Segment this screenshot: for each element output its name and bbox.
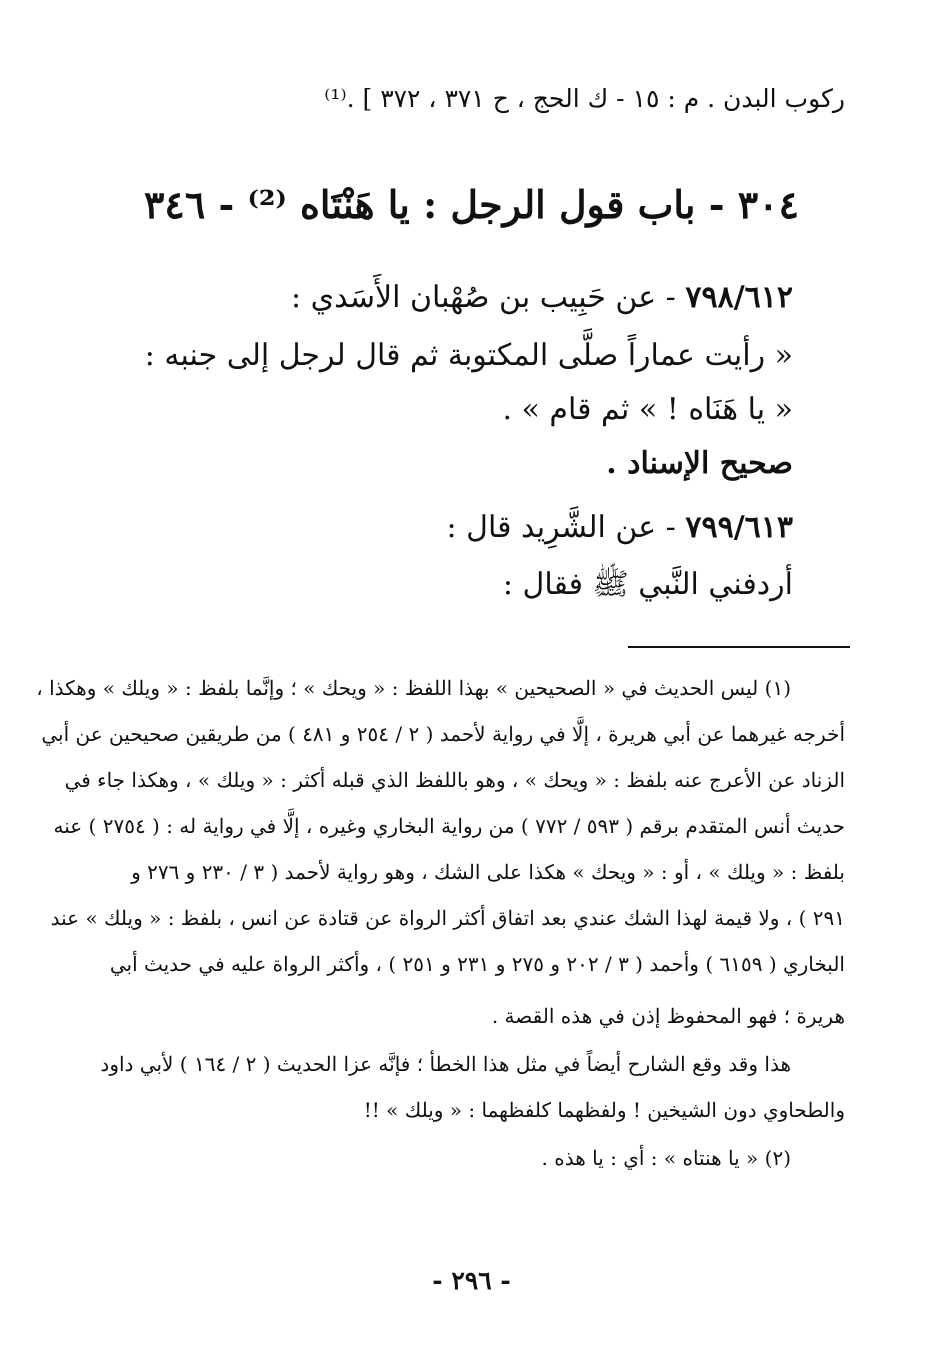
hadith-number: ٧٩٩/٦١٣ [685, 510, 793, 545]
continued-reference-line: ركوب البدن . م : ١٥ - ك الحج ، ح ٣٧١ ، ٣٧٢ ] .⁽¹⁾ [324, 84, 845, 113]
footnote-line: البخاري ( ٦١٥٩ ) وأحمد ( ٣ / ٢٠٢ و ٢٧٥ و ٢٣١ و ٢٥١ ) ، وأكثر الرواة عليه في حديث أبي [109, 952, 845, 976]
footnote-line: هريرة ؛ فهو المحفوظ إذن في هذه القصة . [491, 1004, 845, 1028]
hadith-narrator: - عن الشَّرِيد قال : [446, 510, 686, 545]
footnote-line: هذا وقد وقع الشارح أيضاً في مثل هذا الخطأ ؛ فإنَّه عزا الحديث ( ٢ / ١٦٤ ) لأبي داود [100, 1052, 791, 1076]
footnote-line: ٢٩١ ) ، ولا قيمة لهذا الشك عندي بعد اتفاق أكثر الرواة عن قتادة عن انس ، بلفظ : « ويلك » عند [50, 906, 845, 930]
page-number: - ٢٩٦ - [432, 1266, 511, 1295]
footnote-line: حديث أنس المتقدم برقم ( ٥٩٣ / ٧٧٢ ) من رواية البخاري وغيره ، إلَّا في رواية له : ( ٢٧٥٤ ) عنه [53, 814, 845, 838]
hadith-narrator: - عن حَبِيب بن صُهْبان الأَسَدي : [290, 280, 686, 315]
footnote-line: (٢) « يا هنتاه » : أي : يا هذه . [541, 1146, 791, 1170]
hadith-612-text-line: « رأيت عماراً صلَّى المكتوبة ثم قال لرجل إلى جنبه : [144, 338, 793, 373]
footnote-divider [628, 646, 850, 648]
hadith-613-header [447, 510, 793, 545]
hadith-612-header [291, 280, 793, 315]
hadith-number: ٧٩٨/٦١٢ [685, 280, 793, 315]
hadith-612-grade: صحيح الإسناد . [606, 446, 793, 481]
hadith-613-text-line: أردفني النَّبي ﷺ فقال : [502, 567, 793, 602]
hadith-612-text-line: « يا هَنَاه ! » ثم قام » . [502, 392, 793, 427]
footnote-line: بلفظ : « ويلك » ، أو : « ويحك » هكذا على الشك ، وهو رواية لأحمد ( ٣ / ٢٣٠ و ٢٧٦ و [131, 860, 845, 884]
footnote-line: والطحاوي دون الشيخين ! ولفظهما كلفظهما : « ويلك » !! [363, 1098, 845, 1122]
footnote-line: الزناد عن الأعرج عنه بلفظ : « ويحك » ، وهو باللفظ الذي قبله أكثر : « ويلك » ، وهكذا جاء في [64, 768, 845, 792]
footnote-line: أخرجه غيرهما عن أبي هريرة ، إلَّا في رواية لأحمد ( ٢ / ٢٥٤ و ٤٨١ ) من طريقين صحيحين عن أبي [41, 722, 845, 746]
chapter-heading: ٣٠٤ - باب قول الرجل : يا هَنْتَاه ⁽²⁾ - ٣٤٦ [144, 182, 799, 227]
footnote-line: (١) ليس الحديث في « الصحيحين » بهذا اللفظ : « ويحك » ؛ وإنَّما بلفظ : « ويلك » وهكذا ، [36, 676, 791, 700]
